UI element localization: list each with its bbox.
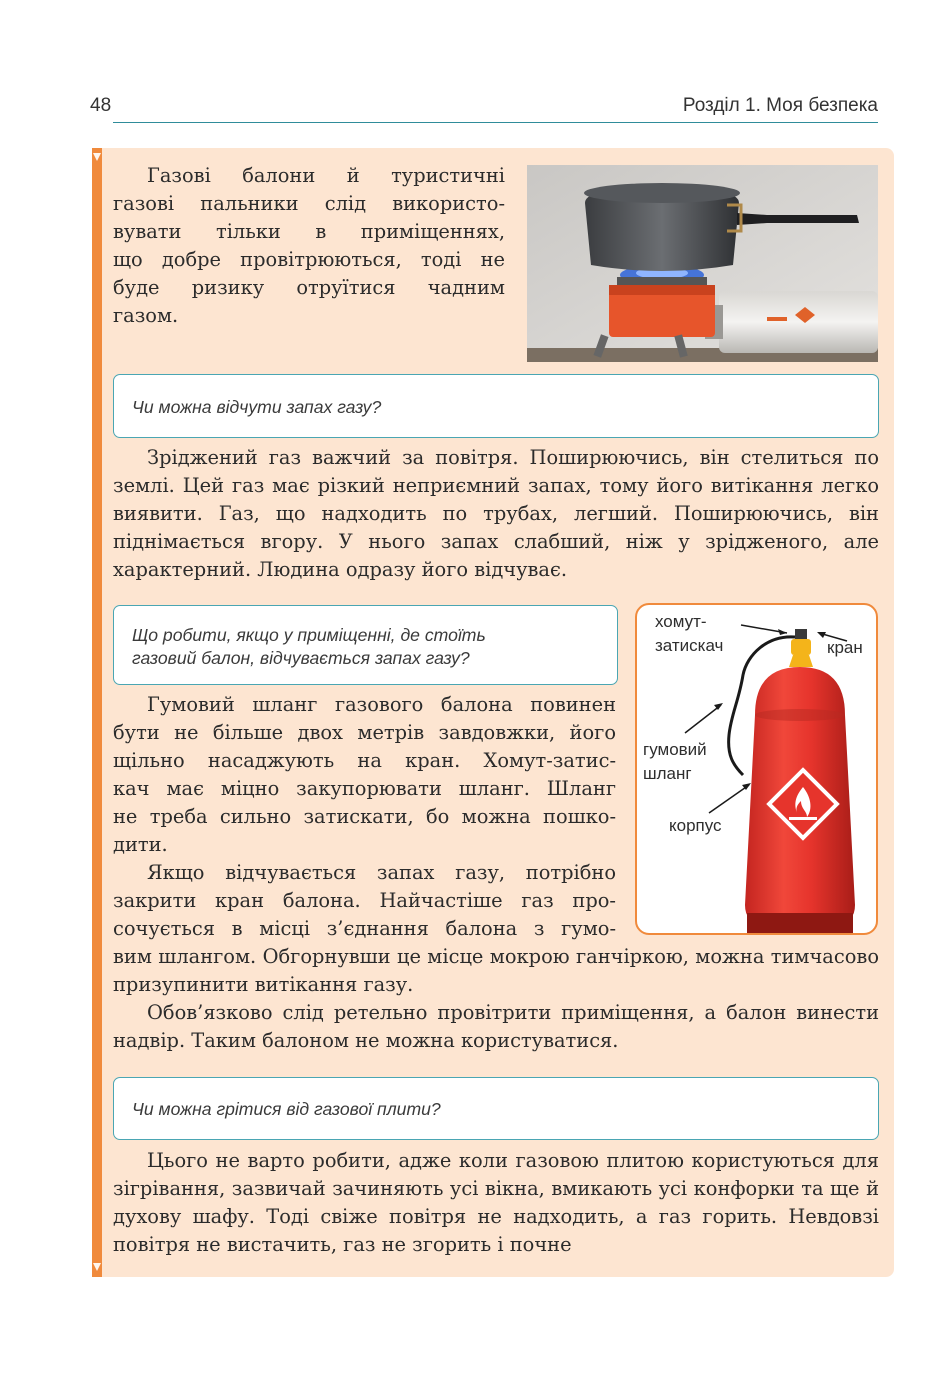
hose-line: дити.	[113, 833, 168, 856]
smell-line: закрити кран балона. Найчастіше газ про-	[113, 889, 616, 912]
intro-line: Газові балони й туристичні	[147, 164, 505, 187]
hose-line: не треба сильно затискати, бо можна пошко-	[113, 805, 616, 828]
top-arrow-icon	[93, 153, 101, 161]
header-rule	[113, 122, 878, 123]
label-hose-line1: гумовий	[643, 740, 707, 759]
camping-stove-photo	[527, 165, 878, 362]
hose-line: кач має міцно закупорювати шланг. Шланг	[113, 777, 616, 800]
bottom-arrow-icon	[93, 1263, 101, 1271]
intro-line: вувати тільки в приміщеннях,	[113, 220, 505, 243]
page-number: 48	[90, 95, 112, 116]
question-text-line2: газовий балон, відчувається запах газу?	[132, 648, 470, 668]
question-box-stove-heating	[113, 1077, 879, 1140]
smell-line: сочується в місці з’єднання балона з гумо-	[113, 917, 616, 940]
intro-paragraph	[113, 162, 505, 330]
hose-line: бути не більше двох метрів завдовжки, його	[113, 721, 616, 744]
question-text-line1: Що робити, якщо у приміщенні, де стоїть	[132, 625, 486, 645]
question-box-smell	[113, 374, 879, 438]
question-box-gas-smell-room	[113, 605, 618, 685]
section-title: Розділ 1. Моя безпека	[682, 95, 878, 116]
answer-paragraph-smell: Зріджений газ важчий за повітря. Поширюючись, він стелиться по землі. Цей газ має різкий неприємний запах, тому його витікання легко виявити. Газ, що надходить по трубах, легший. Поширюючись, він піднімається вгору. У нього запах слабший, ніж у зрідженого, але характерний. Людина одразу його відчуває.	[113, 446, 879, 581]
label-hose-line2: шланг	[643, 764, 692, 783]
hose-line: щільно насаджують на кран. Хомут-затис-	[113, 749, 616, 772]
ventilate-paragraph: Обов’язково слід ретельно провітрити приміщення, а балон винести надвір. Таким балоном не можна користуватися.	[113, 1001, 879, 1052]
question-text: Чи можна грітися від газової плити?	[132, 1099, 441, 1119]
intro-line: газові пальники слід використо-	[113, 192, 505, 215]
hose-line: Гумовий шланг газового балона повинен	[147, 693, 616, 716]
intro-line: буде ризику отруїтися чадним	[113, 276, 505, 299]
stove-answer-paragraph: Цього не варто робити, адже коли газовою плитою користуються для зігрівання, зазвичай зачиняють усі вікна, вмикають усі конфорки та ще й духову шафу. Тоді свіже повітря не надходить, а газ горить. Невдовзі повітря не вистачить, газ не згорить і почне	[113, 1149, 879, 1256]
side-bar	[92, 148, 102, 1277]
label-body: корпус	[669, 816, 722, 835]
gas-smell-paragraph	[113, 859, 616, 943]
label-clamp-line1: хомут-	[655, 612, 707, 631]
question-text: Чи можна відчути запах газу?	[132, 397, 382, 417]
label-clamp-line2: затискач	[655, 636, 724, 655]
gas-smell-paragraph-continued: вим шлангом. Обгорнувши це місце мокрою ганчіркою, можна тимчасово призупинити витікання газу.	[113, 945, 879, 996]
intro-line: газом.	[113, 304, 179, 327]
intro-line: що добре провітрюються, тоді не	[113, 248, 505, 271]
gas-cylinder-diagram	[635, 603, 878, 935]
smell-line: Якщо відчувається запах газу, потрібно	[147, 861, 616, 884]
label-valve: кран	[827, 638, 863, 657]
hose-paragraph	[113, 691, 616, 859]
